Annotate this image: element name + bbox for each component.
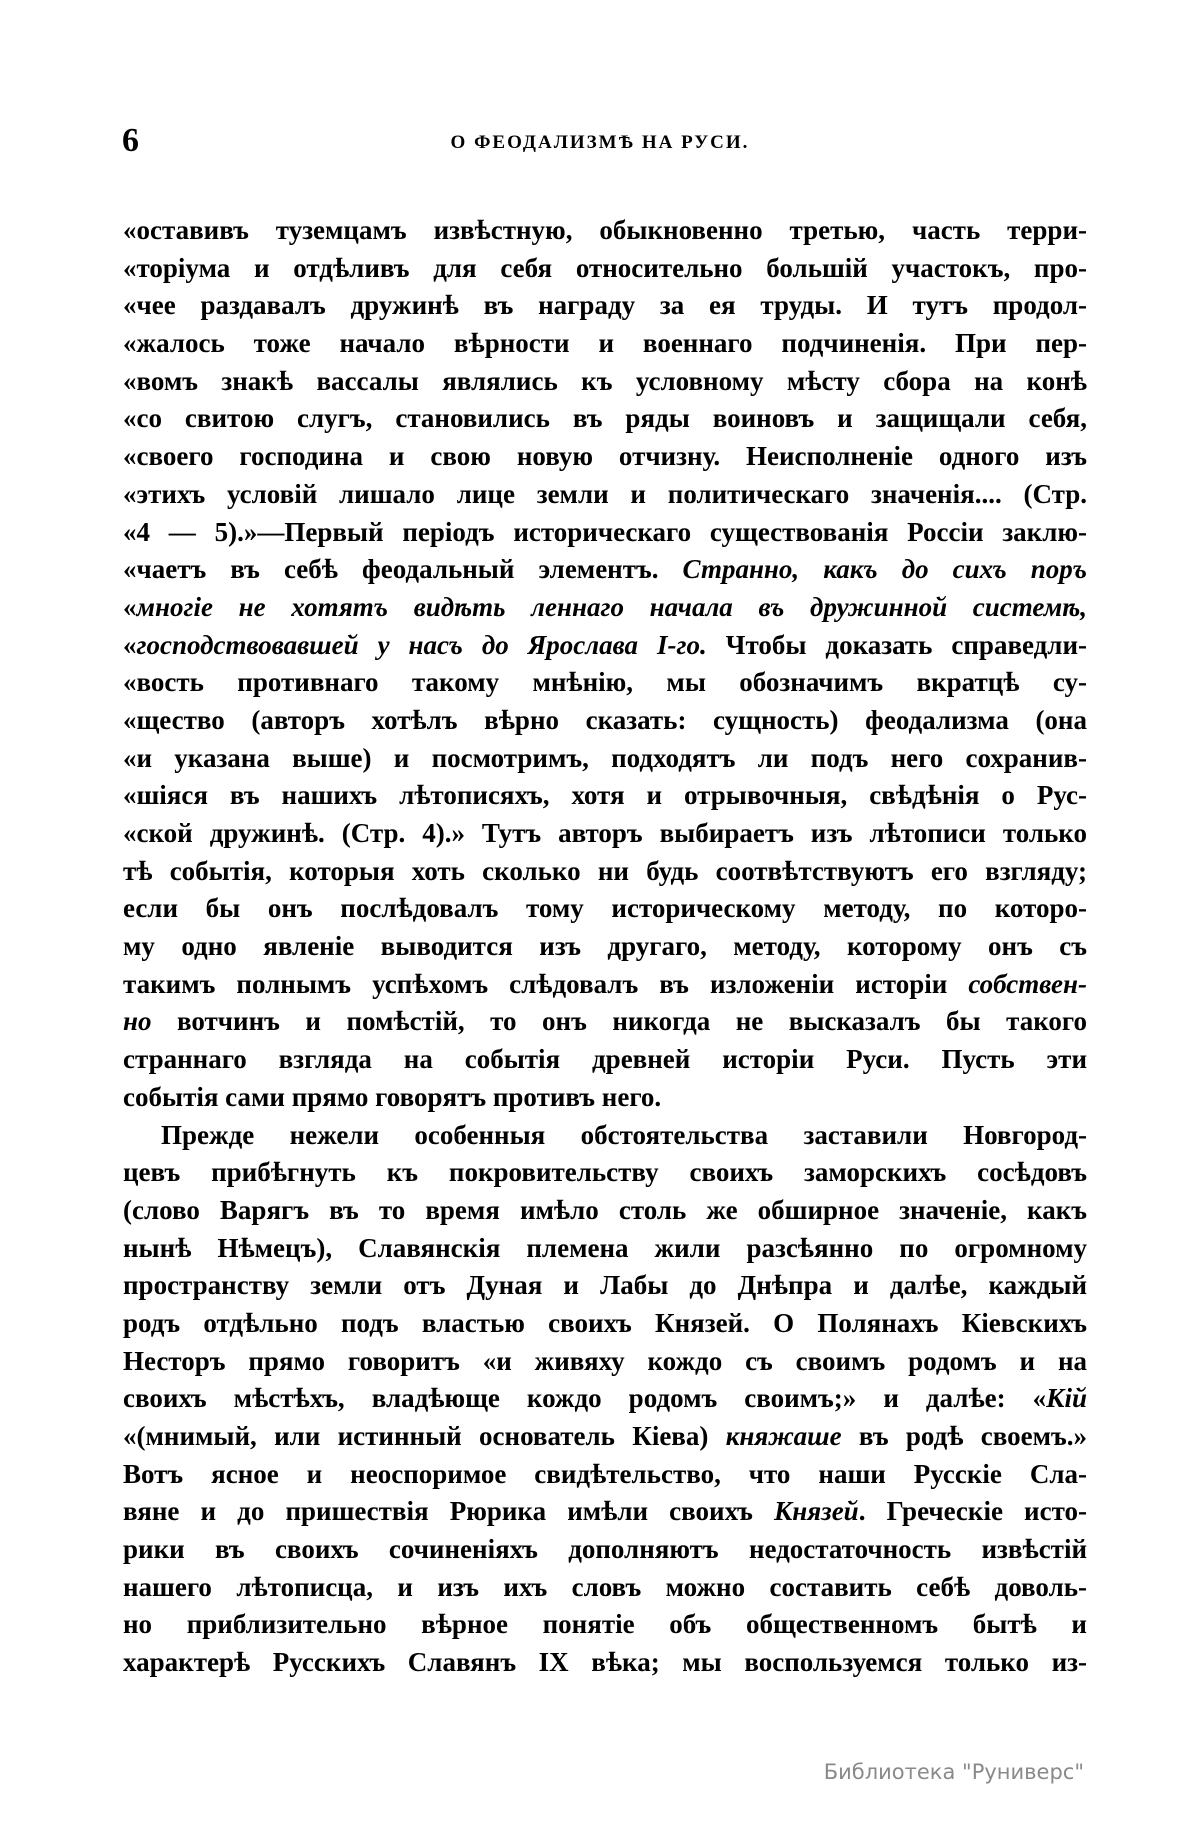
text-segment: «жалось тоже начало вѣрности и военнаго подчиненія. При пер- <box>123 328 1087 359</box>
text-line <box>123 1456 1087 1494</box>
text-line <box>123 702 1087 740</box>
italic-text-segment: собствен- <box>968 968 1087 999</box>
text-line <box>123 890 1087 928</box>
text-line <box>123 664 1087 702</box>
text-segment: Прежде нежели особенныя обстоятельства заставили Новгород- <box>161 1119 1087 1150</box>
text-line <box>123 1079 1087 1117</box>
text-line <box>123 1606 1087 1644</box>
italic-text-segment: многіе не хотятъ видѣть леннаго начала въ дружинной системѣ, <box>136 591 1087 622</box>
text-segment: родъ отдѣльно подъ властью своихъ Князей. О Полянахъ Кіевскихъ <box>123 1307 1087 1338</box>
text-segment: нынѣ Нѣмецъ), Славянскія племена жили разсѣянно по огромному <box>123 1232 1087 1263</box>
text-segment: «(мнимый, или истинный основатель Кіева) <box>123 1421 726 1451</box>
text-line <box>123 928 1087 966</box>
text-segment: «вомъ знакѣ вассалы являлись къ условному мѣсту сбора на конѣ <box>123 365 1087 396</box>
italic-text-segment: Кій <box>1046 1383 1087 1414</box>
text-line <box>123 325 1087 363</box>
text-segment: характерѣ Русскихъ Славянъ IX вѣка; мы воспользуемся только из- <box>123 1647 1087 1678</box>
text-line <box>123 1343 1087 1381</box>
text-line <box>123 212 1087 250</box>
text-segment: «4 — 5).»—Первый періодъ историческаго существованія Россіи заклю- <box>123 516 1087 547</box>
text-line <box>123 551 1087 589</box>
text-segment: «торіума и отдѣливъ для себя относительно большій участокъ, про- <box>123 252 1087 283</box>
body-text <box>123 212 1087 1682</box>
text-segment: . Греческіе исто- <box>858 1496 1087 1527</box>
text-segment: «вость противнаго такому мнѣнію, мы обозначимъ вкратцѣ су- <box>123 667 1087 698</box>
text-segment: пространству земли отъ Дуная и Лабы до Днѣпра и далѣе, каждый <box>123 1270 1087 1301</box>
text-line <box>123 777 1087 815</box>
text-segment: «оставивъ туземцамъ извѣстную, обыкновенно третью, часть терри- <box>123 215 1087 245</box>
text-segment: цевъ прибѣгнуть къ покровительству своихъ заморскихъ сосѣдовъ <box>123 1157 1087 1188</box>
text-segment: « <box>123 629 137 660</box>
text-segment: «и указана выше) и посмотримъ, подходятъ ли подъ него сохранив- <box>123 742 1087 773</box>
italic-text-segment: княжаше <box>725 1421 842 1451</box>
text-segment: если бы онъ послѣдовалъ тому историческому методу, по которо- <box>123 893 1087 924</box>
text-line <box>123 1117 1087 1155</box>
text-segment: «щество (авторъ хотѣлъ вѣрно сказать: сущность) феодализма (она <box>123 704 1087 735</box>
running-title: О ФЕОДАЛИЗМѢ НА РУСИ. <box>450 132 750 153</box>
text-segment: вяне и до пришествія Рюрика имѣли своихъ <box>123 1496 774 1527</box>
text-line <box>123 589 1087 627</box>
text-segment: событія сами прямо говорятъ противъ него. <box>123 1081 662 1112</box>
text-line <box>123 966 1087 1004</box>
text-segment: «чее раздавалъ дружинѣ въ награду за ея труды. И тутъ продол- <box>123 290 1087 321</box>
text-segment: страннаго взгляда на событія древней исторіи Руси. Пусть эти <box>123 1044 1087 1075</box>
text-segment: «со свитою слугъ, становились въ ряды воиновъ и защищали себя, <box>123 403 1087 434</box>
text-line <box>123 1267 1087 1305</box>
italic-text-segment: господствовавшей у насъ до Ярослава I-го. <box>136 629 707 660</box>
text-line <box>123 740 1087 778</box>
text-line <box>123 287 1087 325</box>
text-segment: «ской дружинѣ. (Стр. 4).» Тутъ авторъ выбираетъ изъ лѣтописи только <box>123 818 1087 848</box>
text-segment: но приблизительно вѣрное понятіе объ общественномъ бытѣ и <box>123 1609 1087 1640</box>
italic-text-segment: Странно, какъ до сихъ поръ <box>682 554 1088 585</box>
text-segment: Несторъ прямо говоритъ «и живяху кождо съ своимъ родомъ и на <box>123 1345 1087 1376</box>
text-line <box>123 250 1087 288</box>
text-line <box>123 853 1087 891</box>
text-line <box>123 1644 1087 1682</box>
text-segment: «этихъ условій лишало лице земли и политическаго значенія.... (Стр. <box>123 478 1087 509</box>
text-segment: тѣ событія, которыя хоть сколько ни будь соотвѣтствуютъ его взгляду; <box>123 855 1087 886</box>
text-segment: му одно явленіе выводится изъ другаго, методу, которому онъ съ <box>123 931 1087 962</box>
text-line <box>123 1380 1087 1418</box>
text-line <box>123 1154 1087 1192</box>
text-line <box>123 476 1087 514</box>
text-segment: Вотъ ясное и неоспоримое свидѣтельство, что наши Русскіе Сла- <box>123 1458 1087 1489</box>
italic-text-segment: но <box>123 1006 152 1037</box>
library-watermark: Библиотека "Руниверс" <box>823 1760 1084 1784</box>
text-segment: Чтобы доказать справедли- <box>706 629 1088 660</box>
text-line <box>123 1418 1087 1456</box>
text-line <box>123 514 1087 552</box>
text-line <box>123 627 1087 665</box>
text-line <box>123 363 1087 401</box>
text-line <box>123 1569 1087 1607</box>
text-line <box>123 815 1087 853</box>
page-number: 6 <box>122 122 139 159</box>
text-line <box>123 1305 1087 1343</box>
text-segment: «чаетъ въ себѣ феодальный элементъ. <box>123 554 683 585</box>
text-segment: въ родѣ своемъ.» <box>841 1421 1087 1451</box>
text-line <box>123 1531 1087 1569</box>
text-segment: «своего господина и свою новую отчизну. Неисполненіе одного изъ <box>123 441 1087 472</box>
text-segment: вотчинъ и помѣстій, то онъ никогда не высказалъ бы такого <box>151 1006 1087 1037</box>
text-segment: « <box>123 591 137 622</box>
text-line <box>123 1003 1087 1041</box>
text-line <box>123 1192 1087 1230</box>
italic-text-segment: Князей <box>773 1496 859 1527</box>
text-segment: рики въ своихъ сочиненіяхъ дополняютъ недостаточность извѣстій <box>123 1534 1087 1565</box>
text-line <box>123 400 1087 438</box>
text-line <box>123 438 1087 476</box>
text-line <box>123 1230 1087 1268</box>
text-line <box>123 1493 1087 1531</box>
text-segment: (слово Варягъ въ то время имѣло столь же обширное значеніе, какъ <box>123 1194 1087 1225</box>
text-segment: «шіяся въ нашихъ лѣтописяхъ, хотя и отрывочныя, свѣдѣнія о Рус- <box>123 780 1087 811</box>
text-segment: такимъ полнымъ успѣхомъ слѣдовалъ въ изложеніи исторіи <box>123 968 969 999</box>
text-line <box>123 1041 1087 1079</box>
text-segment: своихъ мѣстѣхъ, владѣюще кождо родомъ своимъ;» и далѣе: « <box>123 1383 1047 1414</box>
text-segment: нашего лѣтописца, и изъ ихъ словъ можно составить себѣ доволь- <box>123 1571 1087 1602</box>
